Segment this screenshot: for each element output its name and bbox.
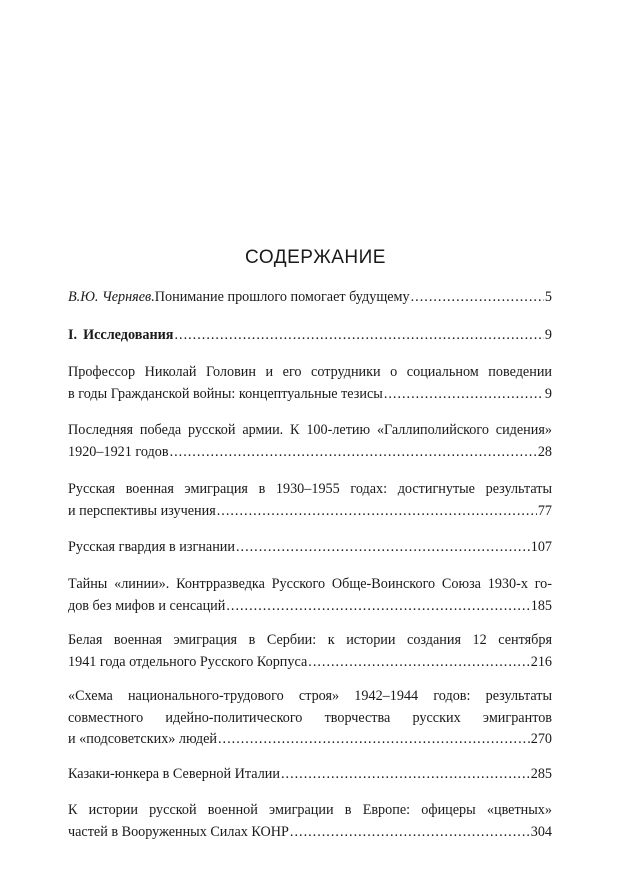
toc-entry-preface[interactable] <box>68 287 552 309</box>
leader-dots <box>290 822 530 844</box>
leader-dots <box>226 596 529 618</box>
toc-line <box>68 729 552 751</box>
entry-title: и «подсоветских» людей <box>68 731 217 747</box>
leader-dots <box>384 384 544 406</box>
section-number: I. <box>68 327 78 343</box>
toc-line: Русская военная эмиграция в 1930–1955 годах: достигнутые результаты <box>68 481 552 497</box>
entry-title: в годы Гражданской войны: концептуальные тезисы <box>68 385 383 402</box>
toc-line <box>68 764 552 786</box>
entry-page-number: 9 <box>544 327 552 343</box>
entry-page-number: 185 <box>530 597 552 614</box>
toc-entry-section[interactable] <box>68 325 552 347</box>
section-title: Исследования <box>83 327 174 343</box>
entry-title: Русская гвардия в изгнании <box>68 539 235 555</box>
entry-page-number: 216 <box>530 653 552 670</box>
entry-page-number: 270 <box>530 731 552 747</box>
toc-line: Последняя победа русской армии. К 100-летию «Галлиполийского сидения» <box>68 422 552 438</box>
leader-dots <box>281 764 530 786</box>
entry-title: 1941 года отдельного Русского Корпуса <box>68 653 308 670</box>
leader-dots <box>411 287 544 309</box>
toc-line <box>68 442 552 464</box>
toc-entry[interactable] <box>68 630 552 673</box>
toc-entry[interactable] <box>68 420 552 463</box>
toc-line <box>68 325 552 347</box>
leader-dots <box>170 442 537 464</box>
toc-entry[interactable] <box>68 574 552 617</box>
toc-entry[interactable] <box>68 479 552 522</box>
entry-page-number: 285 <box>530 766 552 782</box>
toc-entry[interactable] <box>68 537 552 559</box>
entry-title: дов без мифов и сенсаций <box>68 597 226 614</box>
leader-dots <box>308 652 529 674</box>
entry-page-number: 304 <box>530 823 552 840</box>
toc-line <box>68 384 552 406</box>
entry-page-number: 28 <box>537 443 552 460</box>
toc-line <box>68 287 552 309</box>
entry-author: В.Ю. Черняев. <box>68 289 155 305</box>
leader-dots <box>174 325 543 347</box>
entry-title: и перспективы изучения <box>68 502 216 519</box>
page-title: СОДЕРЖАНИЕ <box>245 247 386 268</box>
entry-title: 1920–1921 годов <box>68 443 169 460</box>
toc-entry[interactable] <box>68 362 552 405</box>
entry-page-number: 9 <box>544 385 552 402</box>
toc-line: Профессор Николай Головин и его сотрудники о социальном поведении <box>68 364 552 380</box>
toc-line: совместного идейно-политического творчества русских эмигрантов <box>68 709 552 726</box>
leader-dots <box>236 537 530 559</box>
toc-entry[interactable] <box>68 686 552 751</box>
toc-line: «Схема национального-трудового строя» 1942–1944 годов: результаты <box>68 688 552 704</box>
toc-line <box>68 501 552 523</box>
entry-page-number: 107 <box>530 539 552 555</box>
toc-line: Белая военная эмиграция в Сербии: к истории создания 12 сентября <box>68 632 552 648</box>
entry-page-number: 77 <box>537 502 552 519</box>
entry-title: частей в Вооруженных Силах КОНР <box>68 823 289 840</box>
toc-entry[interactable] <box>68 764 552 786</box>
toc-line <box>68 596 552 618</box>
toc-entry[interactable] <box>68 800 552 843</box>
toc-line <box>68 652 552 674</box>
leader-dots <box>218 729 530 751</box>
leader-dots <box>217 501 537 523</box>
toc-line <box>68 822 552 844</box>
entry-title: Понимание прошлого помогает будущему <box>154 289 410 305</box>
toc-line <box>68 537 552 559</box>
entry-page-number: 5 <box>544 289 552 305</box>
toc-line: К истории русской военной эмиграции в Европе: офицеры «цветных» <box>68 802 552 818</box>
toc-line: Тайны «линии». Контрразведка Русского Обще-Воинского Союза 1930-х го- <box>68 576 552 592</box>
entry-title: Казаки-юнкера в Северной Италии <box>68 766 280 782</box>
